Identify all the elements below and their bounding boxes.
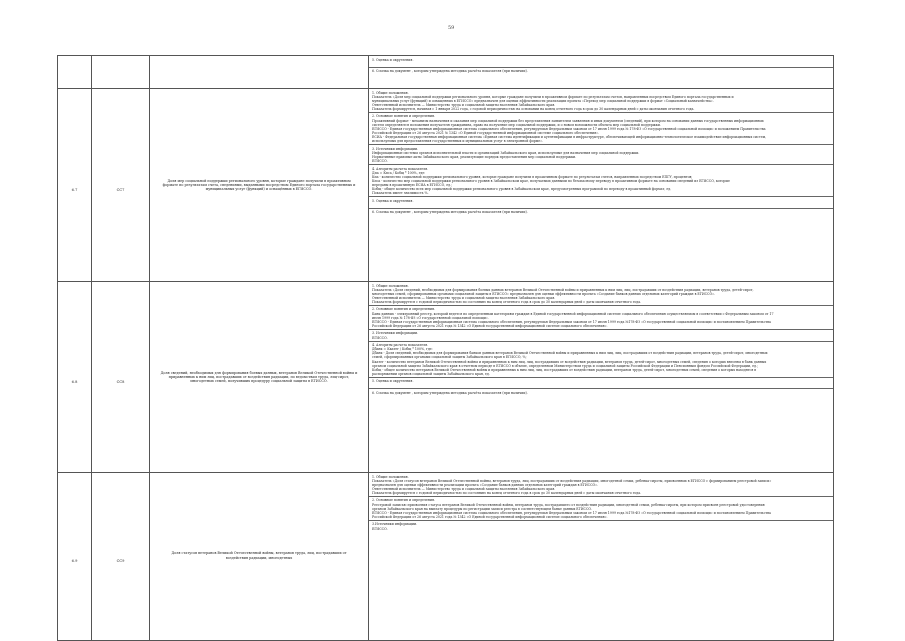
section-text-line: Ответственный исполнитель — Министерство труда и социальной защиты населения Забайкальского края. [372,295,556,300]
section-text-line: многодетных семей, сформированных органами социальной защиты в ЕГИССО» предназначен для оценки эффективности проекта «Создание банков данных отдельных категорий граждан в ЕГИССО». [372,291,716,296]
description-section [369,209,833,220]
section-text-line: Дбанк - Доля сведений, необходимых для формирования банков данных ветеранов Великой Отечественной войны и приравненных к ним лиц, лиц, пострадавших от воздействия радиации, ветеранов труда, детей-сирот, многодетных [372,351,768,356]
section-heading: 3.Источники информации. [372,522,418,527]
indicator-code: СС8 [116,379,125,384]
section-heading: 3. Источники информации. [372,146,419,151]
section-text-line: ЕГИССО. [372,526,388,531]
section-text-line: Кпса - количество мер социальной поддержки регионального уровня в Забайкальском крае, получаемых данными по безопасному переводу в проактивном формате на основании сведений из ЕГИССО, которые [372,178,730,183]
description-section [369,68,833,79]
description-section [369,282,833,306]
section-heading: 1. Общие положения. [372,283,409,288]
section-text-line: семей, сформированных органами социальной защиты Забайкальского края в ЕГИССО, %; [372,355,527,360]
section-text-line: ЕГИССО. [372,158,388,163]
indicator-code-cell [92,89,150,282]
section-text-line: Ккатег - количество ветеранов Великой Отечественной войны и приравненных к ним лиц, лиц, пострадавших от воздействия радиации, ветеранов труда, детей-сирот, многодетных семей, сведения о которых внесены в банк данных [372,359,767,364]
indicator-number: 6.8 [71,379,78,384]
section-text-line: Реестровой записью присвоения статуса ветеранов Великой Отечественной войны, ветеранов труда, пострадавшего от воздействия радиации, многодетной семьи, ребенка-сироты, при котором присвоен реестровой удостоверения [372,502,765,507]
section-text-line: Информационные системы органов исполнительной власти и организаций Забайкальского края, используемые для назначения мер социальной поддержки. [372,150,640,155]
section-text-line: Дбанк = Ккатег / Кобщ * 100%, где: [372,347,433,352]
section-text-line: ЕГИССО. [372,335,388,340]
description-section [369,389,833,400]
indicator-number-cell [58,56,92,89]
indicator-name-cell [150,473,369,641]
section-heading: 2. Основные понятия и определения. [372,307,436,312]
section-text-line: органом социальной защиты Забайкальского края в отчетном периоде в ЕГИССО в объеме, определенном Министерством труда и социальной защиты Российской Федерации и Пенсионным фондом Российской Федерации, ед.; [372,363,759,368]
section-text-line: Показатель имеет значимость %. [372,191,429,196]
indicator-number: 6.7 [71,187,78,192]
indicator-name-cell [150,89,369,282]
section-heading: 5. Оценка и округления. [372,379,414,384]
section-heading: 3. Источники информации. [372,331,419,336]
section-text-line: Проактивный формат - механизм назначения и оказания мер социальной поддержки без представления заявителем заявления и иных документов (сведений), при котором на основании данных государственных информационных [372,118,764,123]
section-text-line: Ответственный исполнитель — Министерство труда и социальной защиты населения Забайкальского края. [372,486,556,491]
description-section [369,197,833,209]
section-text-line: Нормативные правовые акты Забайкальского края, реализующие порядок предоставления мер социальной поддержки. [372,154,577,159]
indicator-name: Доля сведений, необходимых для формирования боевых данных, ветеранов Великой Отечественной войны и приравненных к ним лиц, пострадавших от воздействия радиации, по ведомствам труда, лиц-сирот, многодетных семей, получивших процедуру социальной защиты в ЕГИССО. [160,370,358,384]
section-text-line: Российской Федерации от 26 августа 2021 года № 1342 «О Единой государственной информационной системе социального обеспечения». [372,514,608,519]
description-section [369,113,833,145]
indicator-number: 6.9 [71,559,78,563]
description-section [369,473,833,497]
description-section [369,378,833,390]
description-section [369,306,833,330]
section-text-line: ЕГИССО - Единая государственная информационная система социального обеспечения, регулируемая Федеральным законом от 17 июля 1999 года №178-ФЗ «О государственной социальной помощи» и постановлением Правительства [372,510,771,515]
section-text-line: Кпа - количество социальной поддержки регионального уровня, которые граждане получили в проактивном формате по результатам счетов, направленных посредством ЕПГУ, процентов; [372,174,693,179]
indicator-name: Доля мер социальной поддержки регионального уровня, которые граждане получили в проактивном формате по результатам счета, сведениями, выданными посредством Единого портала государственных и муниципальных услуг (функций) и оснащённых в ЕГИССО. [162,178,356,192]
section-text-line: Дпа = Кпса / Кобщ * 100%, где: [372,170,426,175]
indicator-code: СС7 [116,187,125,192]
description-section [369,330,833,342]
description-section [369,497,833,521]
indicator-number-cell [58,473,92,641]
section-text-line: Показатель формируется, начиная с 1 января 2022 года, с годовой периодичностью на основании на конец отчетного года в срок до 30 календарных дней с даты окончания отчетного года. [372,106,695,111]
section-heading: 6. Ссылка на документ , которым утверждена методика расчёта показателя (при наличии). [372,210,528,215]
section-text-line: Показатель «Доля статусов ветеранов Великой Отечественной войны, ветеранов труда, лиц, пострадавших от воздействия радиации, многодетной семьи, ребенка-сироты, присвоенных в ЕГИССО с формированием реестровой записи» [372,478,772,483]
indicator-number-cell [58,282,92,473]
section-text-line: предназначен для оценки эффективности реализации проекта «Создание банков данных отдельных категорий граждан в ЕГИССО». [372,482,599,487]
section-text-line: Ответственный исполнитель — Министерство труда и социальной защиты населения Забайкальского края. [372,102,556,107]
section-text-line: Кобщ - общее количество всех мер социальной поддержки регионального уровня в Забайкальском крае, предусмотренных программой по переводу в проактивный формат, ед. [372,186,672,191]
table-row [58,89,834,282]
indicator-code-cell [92,473,150,641]
section-text-line: распоряжении органов социальной защиты Забайкальского края, ед. [372,371,490,376]
indicator-number-cell [58,89,92,282]
section-text-line: систем определяются положения получателя гражданина, право на получение мер социальной поддержки, и о новом возможности объекта мер социальной поддержки. [372,122,661,127]
section-text-line: Российской Федерации от 26 августа 2021 года № 1342 «О Единой государственной информационной системе социального обеспечения». [372,323,608,328]
table-row [58,282,834,473]
section-text-line: используемых для предоставления государственных и муниципальных услуг в электронной форме». [372,139,544,144]
indicator-name: Доля статусов ветеранов Великой Отечественной войны, ветеранов труда, лиц, пострадавших от воздействия радиации, многодетных [171,551,347,560]
section-heading: 5. Оценка и округления. [372,57,414,62]
section-text-line: Показатель формируется с годовой периодичностью по состоянию на конец отчетного года в срок до 30 календарных дней с даты окончания отчетного года. [372,299,642,304]
section-text-line: июля 1999 года № 178-ФЗ «О государственной социальной помощи». [372,315,489,320]
section-text-line: муниципальных услуг (функций) и оснащенных в ЕГИССО» предназначен для оценки эффективности реализации проекта «Переход мер социальной поддержки в формат «Социальный казначейства». [372,98,714,103]
indicator-description-cell [369,89,834,282]
section-text-line: Российской Федерации от 26 августа 2021 № 1342 «О Единой государственной информационной системе социального обеспечения». [372,130,600,135]
section-text-line: Показатель формируется с годовой периодичностью по состоянию на конец отчетного года в срок до 30 календарных дней с даты окончания отчетного года. [372,490,642,495]
table-row [58,56,834,89]
description-section [369,56,833,68]
section-heading: 4. Алгоритм расчета показателя. [372,343,429,348]
section-text-line: ЕГИССО - Единая государственная информационная система социального обеспечения, регулируемая Федеральным законом от 17 июля 1999 года №178-ФЗ «О государственной социальной помощи» и постановлением Правительства [372,319,771,324]
section-heading: 2. Основные понятия и определения. [372,114,436,119]
section-heading: 1. Общие положения. [372,90,409,95]
section-text-line: Показатель «Доля мер социальной поддержки регионального уровня, которые граждане получили в проактивном формате по результатам счетов, направленных посредством Единого портала государственных и [372,94,734,99]
description-section [369,521,833,532]
indicator-code: СС9 [116,559,125,563]
indicator-description-cell [369,473,834,641]
section-heading: 5. Оценка и округления. [372,198,414,203]
indicator-description-cell [369,56,834,89]
description-section [369,89,833,113]
description-section [369,165,833,197]
section-heading: 6. Ссылка на документ , которым утверждена методика расчёта показателя (при наличии). [372,69,528,73]
page-number: 59 [448,25,455,31]
section-heading: 1. Общие положения. [372,474,409,479]
section-text-line: ЕСИА - Федеральная государственная информационная система «Единая система идентификации и аутентификации в инфраструктуре, обеспечивающей информационно-технологическое взаимодействие информационных систем, [372,134,767,139]
description-section [369,145,833,165]
indicator-name-cell [150,56,369,89]
section-text-line: переданы в проактивную ЕСИА в ЕГИССО, ед.; [372,182,453,187]
indicator-code-cell [92,282,150,473]
section-text-line: Кобщ - общее количество ветеранов Великой Отечественной войны и приравненных к ним лиц, лиц, пострадавших от воздействия радиации, ветеранов труда, детей-сирот, многодетных семей, сведения о которых находятся в [372,367,757,372]
section-text-line: Показатель «Доля сведений, необходимых для формирования боевых данных ветеранов Великой Отечественной войны и приравненных к ним лиц, лиц, пострадавших от воздействия радиации, ветеранов труда, детей-сирот, [372,287,754,292]
indicator-code-cell [92,56,150,89]
section-heading: 4. Алгоритм расчета показателя. [372,166,429,171]
indicator-description-cell [369,282,834,473]
section-text-line: Банк данных - электронный реестр, который ведется по определенным категориям граждан в Единой государственной информационной системе социального обеспечения осуществляемом в соответствии с Федеральным законом от 17 [372,311,774,316]
section-heading: 6. Ссылка на документ , которым утверждена методика расчёта показателя (при наличии). [372,390,528,395]
indicator-methodology-table [57,55,834,641]
section-text-line: органом Забайкальского края на выплату процедуры по регистрации записи реестра в соответствующем банке данных ЕГИССО. [372,506,593,511]
section-heading: 2. Основные понятия и определения. [372,498,436,503]
description-section [369,342,833,378]
section-text-line: ЕГИССО - Единая государственная информационная система социального обеспечения, регулируемая Федеральным законом от 17 июля 1999 года № 178-ФЗ «О государственной социальной помощи» и положением Правительства [372,126,766,131]
table-row [58,473,834,641]
indicator-name-cell [150,282,369,473]
